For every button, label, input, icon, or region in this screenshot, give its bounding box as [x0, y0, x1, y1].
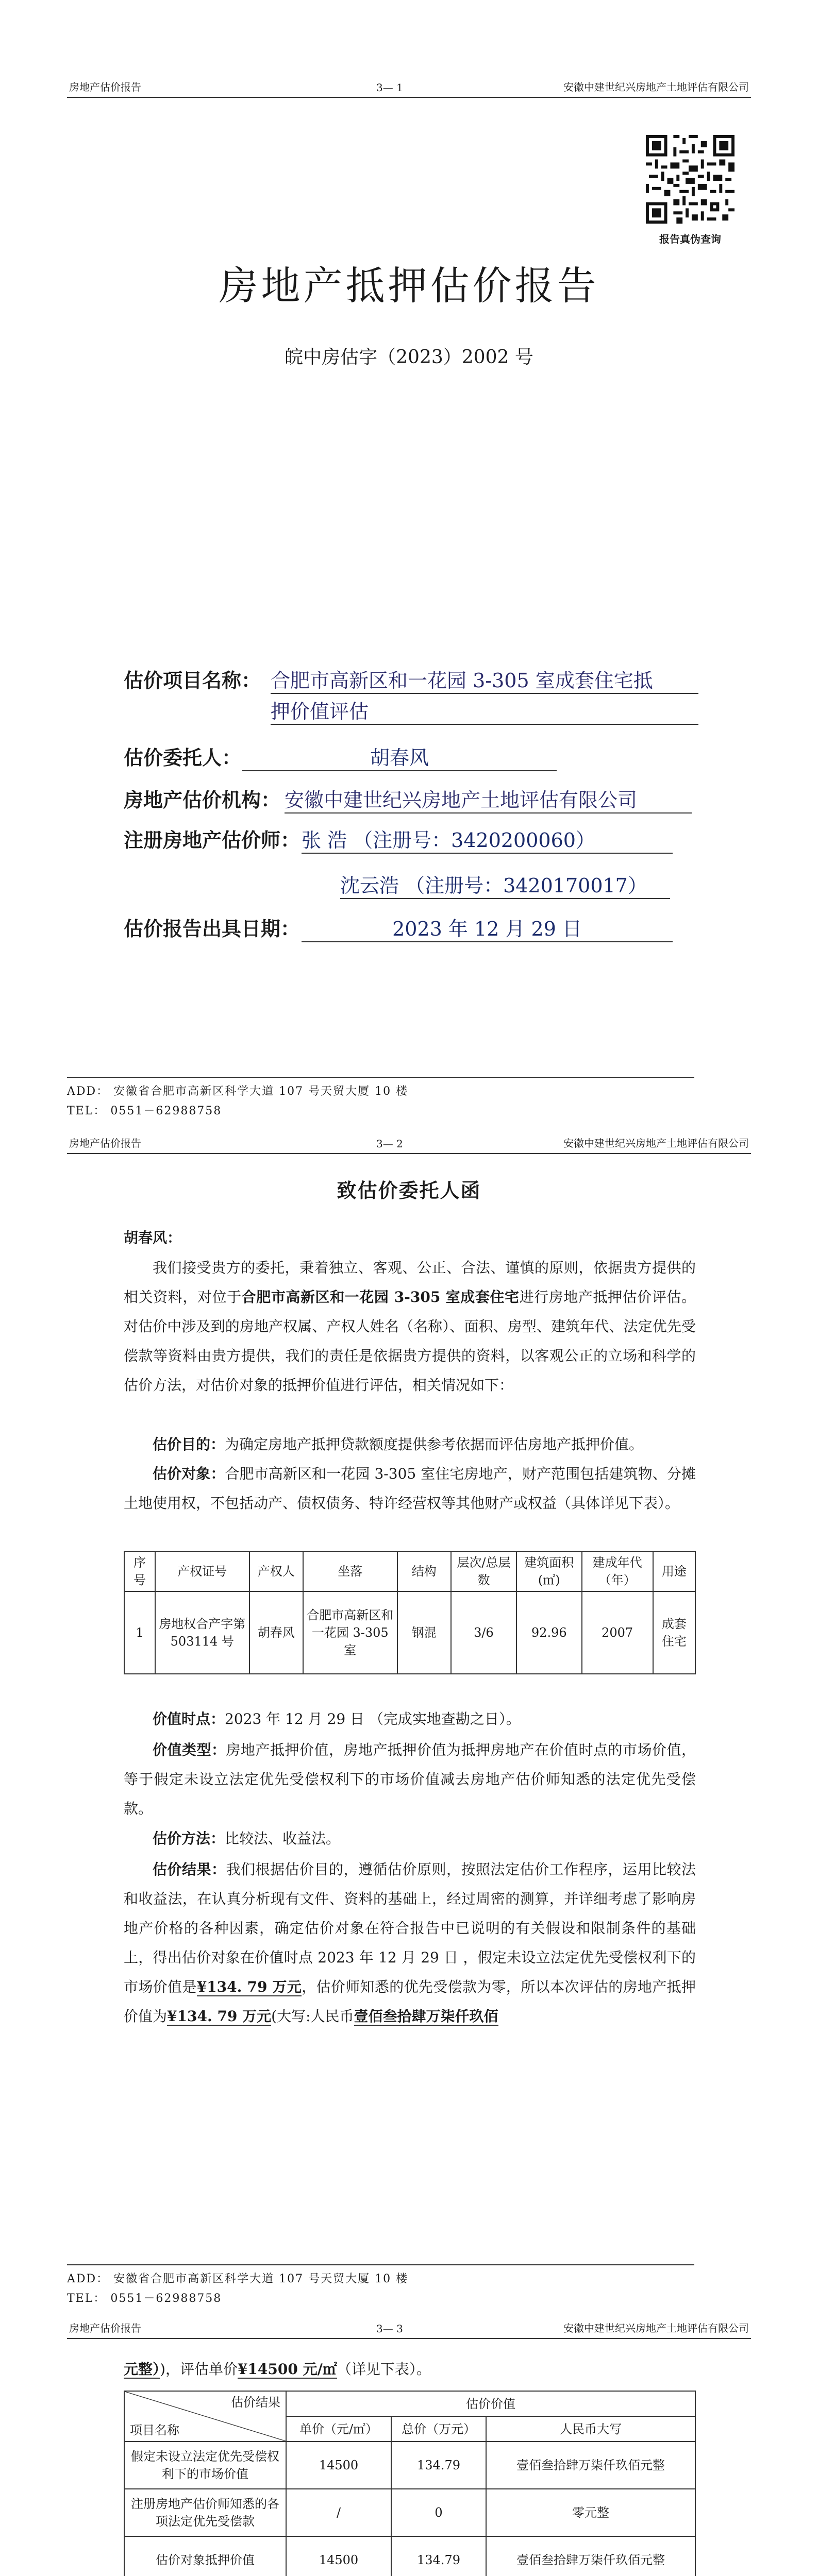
header-center: 3— 2 — [376, 1138, 403, 1150]
type-label: 价值类型： — [153, 1741, 226, 1758]
result-label: 估价结果： — [153, 1861, 226, 1878]
result-text-5: （详见下表）。 — [337, 2361, 431, 2378]
result-continuation — [124, 2354, 696, 2384]
col-header: 序号 — [124, 1551, 155, 1591]
cell: 成套住宅 — [653, 1591, 695, 1674]
method-paragraph — [124, 1824, 696, 1853]
cell: 14500 — [286, 2536, 391, 2576]
project-value-1: 合肥市高新区和一花园 3-305 室成套住宅抵 — [271, 665, 698, 694]
type-paragraph — [124, 1735, 696, 1823]
col-header: 产权证号 — [155, 1551, 249, 1591]
intro-text-2: 进行房地产抵押估价评估。对估价中涉及到的房地产权属、产权人姓名（名称）、面积、房型、建筑年代、法定优先受偿款等资料由贵方提供，我们的责任是依据贵方提供的资料，以客观公正的立场和科学的估价方法，对估价对象的抵押价值进行评估，相关情况如下： — [124, 1289, 696, 1394]
cell: 2007 — [582, 1591, 653, 1674]
project-label: 估价项目名称： — [124, 669, 261, 692]
header-right: 安徽中建世纪兴房地产土地评估有限公司 — [563, 2322, 749, 2334]
purpose-paragraph — [124, 1430, 696, 1459]
header-right: 安徽中建世纪兴房地产土地评估有限公司 — [563, 1137, 749, 1149]
cell: / — [286, 2489, 391, 2536]
summary-header-row — [124, 2391, 695, 2416]
table-row — [124, 2536, 695, 2576]
cell: 134.79 — [391, 2442, 486, 2489]
salutation-text: 胡春风： — [124, 1229, 182, 1246]
table-header-row — [124, 1551, 695, 1591]
col-header: 人民币大写 — [486, 2416, 695, 2442]
cell: 假定未设立法定优先受偿权利下的市场价值 — [124, 2442, 286, 2489]
footer-address: ADD： 安徽省合肥市高新区科学大道 107 号天贸大厦 10 楼 — [67, 1085, 409, 1098]
summary-result-header: 估价结果 — [231, 2395, 280, 2410]
purpose-label: 估价目的： — [153, 1436, 225, 1453]
footer-tel: TEL： 0551－62988758 — [67, 2292, 222, 2305]
cell: 134.79 — [391, 2536, 486, 2576]
table-row — [124, 1591, 695, 1674]
cell: 壹佰叁拾肆万柒仟玖佰元整 — [486, 2442, 695, 2489]
qr-caption: 报告真伪查询 — [659, 233, 721, 245]
table-row — [124, 2442, 695, 2489]
cell: 胡春风 — [249, 1591, 304, 1674]
project-value-2: 押价值评估 — [271, 696, 698, 725]
cell: 注册房地产估价师知悉的各项法定优先受偿款 — [124, 2489, 286, 2536]
result-bold-1: ¥134. 79 万元 — [196, 1978, 302, 1995]
method-text: 比较法、收益法。 — [225, 1830, 341, 1847]
date-label: 估价报告出具日期： — [124, 917, 301, 940]
summary-table — [124, 2391, 696, 2576]
result-bold-3: 壹佰叁拾肆万柒仟玖佰 — [354, 2008, 498, 2025]
result-bold-4: ¥14500 元/㎡ — [237, 2361, 337, 2378]
appraiser-label: 注册房地产估价师： — [124, 828, 301, 852]
salutation — [124, 1223, 696, 1252]
type-text: 房地产抵押价值，房地产抵押价值为抵押房地产在价值时点的市场价值，等于假定未设立法定优先受偿权利下的市场价值减去房地产估价师知悉的法定优先受偿款。 — [124, 1741, 696, 1817]
appraiser-1: 张 浩 （注册号：3420200060） — [302, 824, 673, 854]
agency-value: 安徽中建世纪兴房地产土地评估有限公司 — [285, 784, 692, 814]
col-header: 产权人 — [249, 1551, 304, 1591]
col-header: 单价（元/㎡） — [286, 2416, 391, 2442]
property-table — [124, 1551, 696, 1674]
result-cont-bold: 元整） — [124, 2361, 160, 2378]
purpose-text: 为确定房地产抵押贷款额度提供参考依据而评估房地产抵押价值。 — [225, 1436, 644, 1453]
header-right: 安徽中建世纪兴房地产土地评估有限公司 — [563, 81, 749, 93]
result-text-2: ，估价师知悉的优先受偿款为零，所以本次评估的房地产抵押价值为 — [124, 1978, 696, 2025]
footer-address: ADD： 安徽省合肥市高新区科学大道 107 号天贸大厦 10 楼 — [67, 2273, 409, 2285]
result-paragraph — [124, 1855, 696, 2031]
object-paragraph — [124, 1459, 696, 1518]
cell: 合肥市高新区和一花园 3-305 室 — [303, 1591, 397, 1674]
header-center: 3— 3 — [376, 2323, 403, 2335]
result-bold-2: ¥134. 79 万元 — [167, 2008, 272, 2025]
cell: 钢混 — [397, 1591, 452, 1674]
table-row — [124, 2489, 695, 2536]
cell: 3/6 — [451, 1591, 516, 1674]
result-text-3: (大写:人民币 — [271, 2008, 354, 2025]
report-title: 房地产抵押估价报告 — [219, 263, 599, 309]
intro-bold: 合肥市高新区和一花园 3-305 室成套住宅 — [241, 1289, 520, 1306]
time-paragraph — [124, 1704, 696, 1734]
time-text: 2023 年 12 月 29 日 （完成实地查勘之日）。 — [225, 1710, 521, 1727]
time-label: 价值时点： — [153, 1710, 225, 1727]
page-footer — [67, 1077, 694, 1121]
cell: 0 — [391, 2489, 486, 2536]
col-header: 层次/总层数 — [451, 1551, 516, 1591]
cell: 零元整 — [486, 2489, 695, 2536]
summary-item-header: 项目名称 — [130, 2423, 179, 2437]
summary-value-header: 估价价值 — [286, 2391, 695, 2416]
cover-page — [0, 0, 818, 1117]
qr-code-icon — [646, 135, 734, 224]
result-text-1: 我们根据估价目的，遵循估价原则，按照法定估价工作程序，运用比较法和收益法，在认真分析现有文件、资料的基础上，经过周密的测算，并详细考虑了影响房地产价格的各种因素，确定估价对象在符合报告中已说明的有关假设和限制条件的基础上，得出估价对象在价值时点 2023 年 12 月 29 日 ，假定未设立法定优先受偿权利下的市场价值是 — [124, 1861, 696, 1995]
header-left: 房地产估价报告 — [69, 2322, 141, 2334]
col-header: 总价（万元） — [391, 2416, 486, 2442]
client-label: 估价委托人： — [124, 746, 242, 769]
header-left: 房地产估价报告 — [69, 1137, 141, 1149]
page-header — [67, 2313, 751, 2339]
cell: 壹佰叁拾肆万柒仟玖佰元整 — [486, 2536, 695, 2576]
letter-title: 致估价委托人函 — [337, 1179, 481, 1202]
appraiser-2: 沈云浩 （注册号：3420170017） — [340, 870, 670, 899]
header-center: 3— 1 — [376, 81, 403, 94]
agency-label: 房地产估价机构： — [124, 788, 281, 811]
summary-diagonal-cell — [124, 2391, 286, 2442]
col-header: 坐落 — [303, 1551, 397, 1591]
cell: 14500 — [286, 2442, 391, 2489]
page-header — [67, 72, 751, 98]
cell: 1 — [124, 1591, 155, 1674]
report-number: 皖中房估字（2023）2002 号 — [285, 347, 533, 368]
cell: 房地权合产字第 503114 号 — [155, 1591, 249, 1674]
col-header: 用途 — [653, 1551, 695, 1591]
header-left: 房地产估价报告 — [69, 81, 141, 93]
client-value: 胡春风 — [242, 742, 557, 771]
footer-tel: TEL： 0551－62988758 — [67, 1105, 222, 1117]
object-label: 估价对象： — [153, 1465, 225, 1482]
col-header: 建筑面积(㎡) — [516, 1551, 582, 1591]
intro-text-1: 我们接受贵方的委托，秉着独立、客观、公正、合法、谨慎的原则，依据贵方提供的相关资料，对位于 — [124, 1259, 696, 1306]
method-label: 估价方法： — [153, 1830, 225, 1847]
object-text: 合肥市高新区和一花园 3-305 室住宅房地产，财产范围包括建筑物、分摊土地使用权，不包括动产、债权债务、特许经营权等其他财产或权益（具体详见下表）。 — [124, 1465, 696, 1512]
cell: 估价对象抵押价值 — [124, 2536, 286, 2576]
intro-paragraph — [124, 1253, 696, 1400]
page-footer — [67, 2264, 694, 2309]
page-header — [67, 1128, 751, 1154]
col-header: 建成年代（年） — [582, 1551, 653, 1591]
cell: 92.96 — [516, 1591, 582, 1674]
col-header: 结构 — [397, 1551, 452, 1591]
date-value: 2023 年 12 月 29 日 — [302, 913, 673, 942]
result-text-4: )，评估单价 — [160, 2361, 238, 2378]
